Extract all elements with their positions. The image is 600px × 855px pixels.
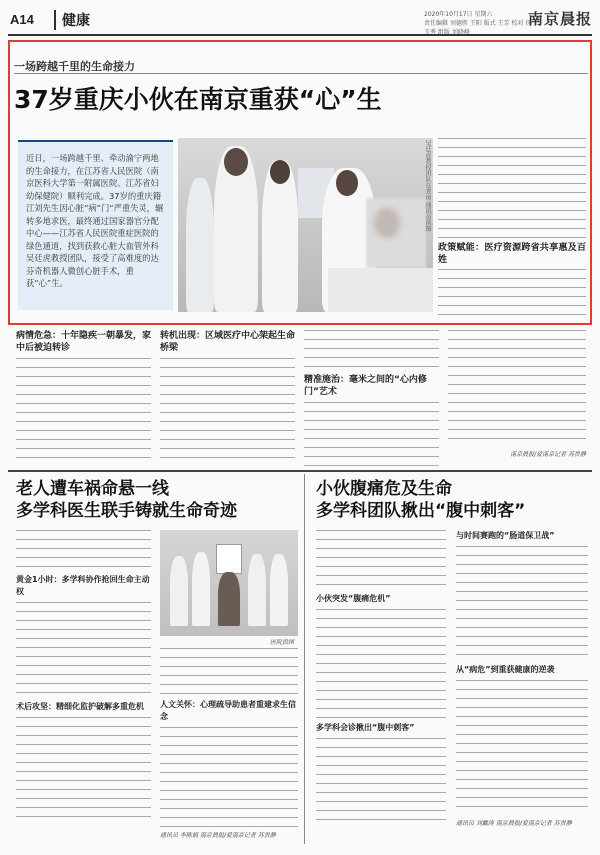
section-name: 健康: [54, 10, 90, 30]
body-text-block: [160, 648, 298, 696]
body-text-block: [456, 680, 588, 815]
subhead-golden-hour: 黄金1小时：多学科协作抢回生命主动权: [16, 575, 150, 596]
lead-paragraph: 近日，一场跨越千里、牵动渝宁两地的生命接力，在江苏省人民医院（南京医科大学第一附属医院、江苏省妇幼保健院）顺利完成。37岁的重庆籍江刘先生因心脏“病”门“严重失灵，辗转多地求医，最终通过国家器官分配中心——江苏省人民医院重症医院的绿色通道，找到获救心脏大血管外科吴廷虎教授团队，接受了高难度的达芬奇机器人微创心脏手术，重获“心”生。: [18, 140, 173, 310]
masthead: [8, 6, 592, 36]
top-story-headline: 37岁重庆小伙在南京重获“心”生: [14, 85, 382, 114]
body-text-block: [316, 530, 446, 590]
top-story-right-column: [438, 138, 586, 318]
top-story-body: [16, 330, 586, 465]
body-text-block: [16, 602, 151, 697]
body-text-block: [16, 358, 151, 463]
body-text-block: [316, 609, 446, 719]
left-story-col2: [160, 648, 298, 839]
top-story-kicker: 一场跨越千里的生命接力: [14, 60, 135, 73]
body-text-block: [160, 727, 298, 827]
right-story-col2: [456, 530, 588, 827]
body-text-block: [160, 358, 295, 463]
right-story-byline: 通讯员 刘戴涛 南京晨报/爱南京记者 苏贵静: [456, 820, 572, 827]
subhead-precision: 精准施治：毫米之间的“心内修门”艺术: [304, 375, 427, 397]
edition-date: 2020年10月17日 星期六: [424, 11, 493, 18]
section-divider: [8, 470, 592, 472]
subhead-policy: 政策赋能：医疗资源跨省共享惠及百姓: [438, 243, 586, 265]
body-text-block: [16, 717, 151, 822]
left-story: [16, 478, 298, 522]
photo-caption: 医院供图: [269, 639, 294, 646]
subhead-recovery: 从“病危”到重获健康的逆袭: [456, 665, 555, 674]
right-story-col1: [316, 530, 446, 828]
right-story-headline-2: 多学科团队揪出“腹中刺客”: [316, 501, 526, 521]
edition-meta: [424, 10, 534, 37]
body-text-block: [448, 330, 586, 445]
left-story-byline: 通讯员 李陈娟 南京晨报/爱南京记者 苏贵静: [160, 832, 276, 839]
left-story-col1: [16, 530, 151, 822]
subhead-post-op: 术后攻坚：精细化监护破解多重危机: [16, 702, 144, 711]
medical-team-photo: [160, 530, 298, 646]
subhead-care: 人文关怀：心理疏导助患者重建求生信念: [160, 700, 296, 721]
subhead-consultation: 多学科会诊揪出“腹中刺客”: [316, 723, 415, 732]
subhead-race: 与时间赛跑的“肠道保卫战”: [456, 531, 555, 540]
subhead-turning-point: 转机出现：区域医疗中心架起生命桥梁: [160, 331, 296, 353]
column-divider: [304, 474, 305, 844]
page-number: A14: [10, 12, 34, 27]
right-story: [316, 478, 592, 522]
body-text-block: [304, 330, 439, 370]
left-story-headline-1: 老人遭车祸命悬一线: [16, 479, 169, 499]
right-story-headline-1: 小伙腹痛危及生命: [316, 479, 452, 499]
left-story-headline-2: 多学科医生联手铸就生命奇迹: [16, 501, 237, 521]
body-text-block: [316, 738, 446, 828]
body-text-block: [438, 269, 586, 318]
subhead-sudden-pain: 小伙突发“腹痛危机”: [316, 594, 391, 603]
newspaper-logo: 南京晨报: [527, 10, 592, 28]
subhead-critical: 病情危急：十年隐疾一朝暴发，家中后被迫转诊: [16, 331, 152, 353]
body-text-block: [16, 530, 151, 570]
edition-editors: 责任编辑 刘德胜 王阳 版式 王芳 校对 徐玉秀 组版 刘晓峰: [424, 20, 532, 36]
hospital-ward-photo: [178, 138, 433, 312]
body-text-block: [304, 402, 439, 472]
kicker-divider: [14, 73, 588, 74]
photo-caption: 吴廷虎教授团队在查房 通讯员供图: [424, 140, 431, 232]
body-text-block: [456, 546, 588, 661]
top-story-byline: 南京晨报/爱南京记者 苏贵静: [510, 451, 586, 458]
body-text-block: [438, 138, 586, 238]
